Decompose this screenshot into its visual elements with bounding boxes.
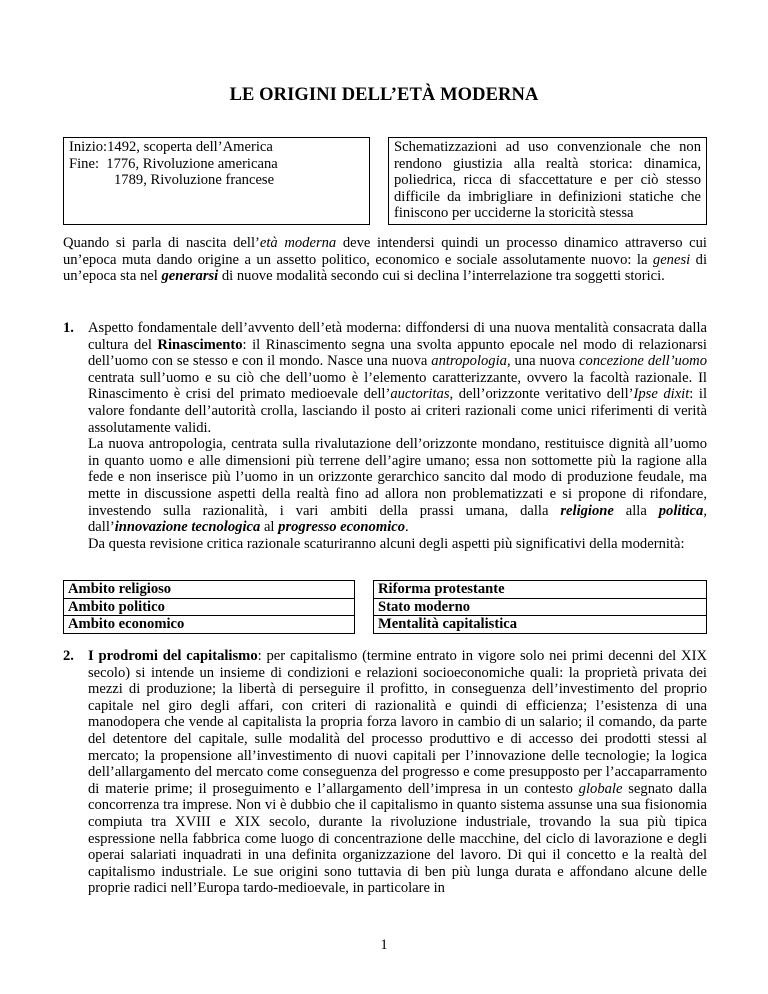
dates-cell — [64, 138, 370, 225]
page-number: 1 — [380, 937, 388, 953]
page-title: LE ORIGINI DELL’ETÀ MODERNA — [229, 85, 539, 105]
list-number: 1. — [63, 320, 74, 336]
end-date-line-1: Fine: 1776, Rivoluzione americana — [69, 155, 278, 172]
esito-cell: Riforma protestante — [374, 581, 707, 599]
periodization-box — [63, 137, 707, 225]
revisione-paragraph: Da questa revisione critica razionale scaturiranno alcuni degli aspetti più significativi della modernità: — [88, 535, 685, 552]
esito-cell: Mentalità capitalistica — [374, 616, 707, 634]
esito-cell: Stato moderno — [374, 598, 707, 616]
rinascimento-paragraph: Aspetto fondamentale dell’avvento dell’età moderna: diffondersi di una nuova mentalità consacrata dalla cultura del Rinascimento: il Rinascimento segna una svolta appunto epocale nel modo di relazionarsi dell’uomo con se stesso e con il mondo. Nasce una nuova antropologia, una nuova concezione dell’uomo centrata sull’uomo e su ciò che dell’uomo è l’elemento caratterizzante, ovvero la facoltà razionale. Il Rinascimento è crisi del primato medioevale dell’auctoritas, dell’orizzonte veritativo dell’Ipse dixit: il valore fondante dell’autorità crolla, lasciando il posto ai criteri razionali come unici riferimenti di verità assolutamente validi. — [88, 320, 708, 436]
table-row — [64, 598, 707, 616]
capitalismo-paragraph: I prodromi del capitalismo: per capitalismo (termine entrato in vigore solo nei primi decenni del XIX secolo) si intende un insieme di condizioni e relazioni socioeconomiche quali: la proprietà privata dei mezzi di produzione; la libertà di perseguire il profitto, in conseguenza dell’investimento del proprio capitale nel giro degli affari, con criteri di razionalità e quindi di efficienza; l’esistenza di una manodopera che vende al capitalista la propria forza lavoro in cambio di un salario; il comando, da parte del detentore del capitale, sulle modalità del processo produttivo e di accesso dei prodotti stessi al mercato; la propensione all’investimento di nuovi capitali per l’innovazione delle tecnologie; la logica dell’allargamento del mercato come conseguenza del progresso e come presupposto per l’accaparramento di materie prime; il proseguimento e l’allargamento dell’impresa in un contesto globale segnato dalla concorrenza tra imprese. Non vi è dubbio che il capitalismo in quanto sistema assunse una sua fisionomia compiuta tra XVIII e XIX secolo, durante la rivoluzione industriale, trovando la sua più tipica espressione nella fabbrica come luogo di concentrazione delle macchine, del ciclo di lavorazione e degli operai salariati inquadrati in una definita organizzazione del lavoro. Di qui il concetto e la realtà del capitalismo industriale. Le sue origini sono tuttavia di ben più lunga durata e affondano alcune delle proprie radici nell’Europa tardo-medioevale, in particolare in — [88, 648, 707, 897]
intro-paragraph: Quando si parla di nascita dell’età moderna deve intendersi quindi un processo dinamico attraverso cui un’epoca muta dando origine a un assetto politico, economico e sociale assolutamente nuovo: la genesi di un’epoca sta nel generarsi di nuove modalità secondo cui si declina l’interrelazione tra soggetti storici. — [63, 235, 707, 285]
start-date-line: Inizio:1492, scoperta dell’America — [69, 139, 273, 155]
ambito-cell: Ambito religioso — [64, 581, 355, 599]
ambito-cell: Ambito economico — [64, 616, 355, 634]
list-item-1 — [63, 320, 707, 552]
schematization-note: Schematizzazioni ad uso convenzionale che non rendono giustizia alla realtà storica: dinamica, poliedrica, ricca di sfaccettature e per ciò stesso difficile da imbrigliare in definizioni statiche che finiscono per ucciderne la storicità stessa — [389, 138, 707, 225]
ambito-cell: Ambito politico — [64, 598, 355, 616]
end-date-line-2: 1789, Rivoluzione francese — [114, 172, 275, 189]
ambiti-table — [63, 580, 707, 634]
list-number: 2. — [63, 648, 74, 664]
table-row — [64, 581, 707, 599]
antropologia-paragraph: La nuova antropologia, centrata sulla rivalutazione dell’orizzonte mondano, restituisce dignità all’uomo in quanto uomo e alle dimensioni più terrene dell’agire umano; essa non sottomette più la ragione alla fede e non inserisce più l’uomo in un orizzonte gerarchico sancito dal modo di produzione feudale, ma mette in discussione aspetti della realtà fino ad allora non problematizzati e si propone di rifondare, investendo sulla razionalità, i vari ambiti della prassi umana, dalla religione alla politica, dall’innovazione tecnologica al progresso economico. — [88, 436, 707, 536]
list-item-2 — [63, 648, 707, 897]
table-row — [64, 616, 707, 634]
